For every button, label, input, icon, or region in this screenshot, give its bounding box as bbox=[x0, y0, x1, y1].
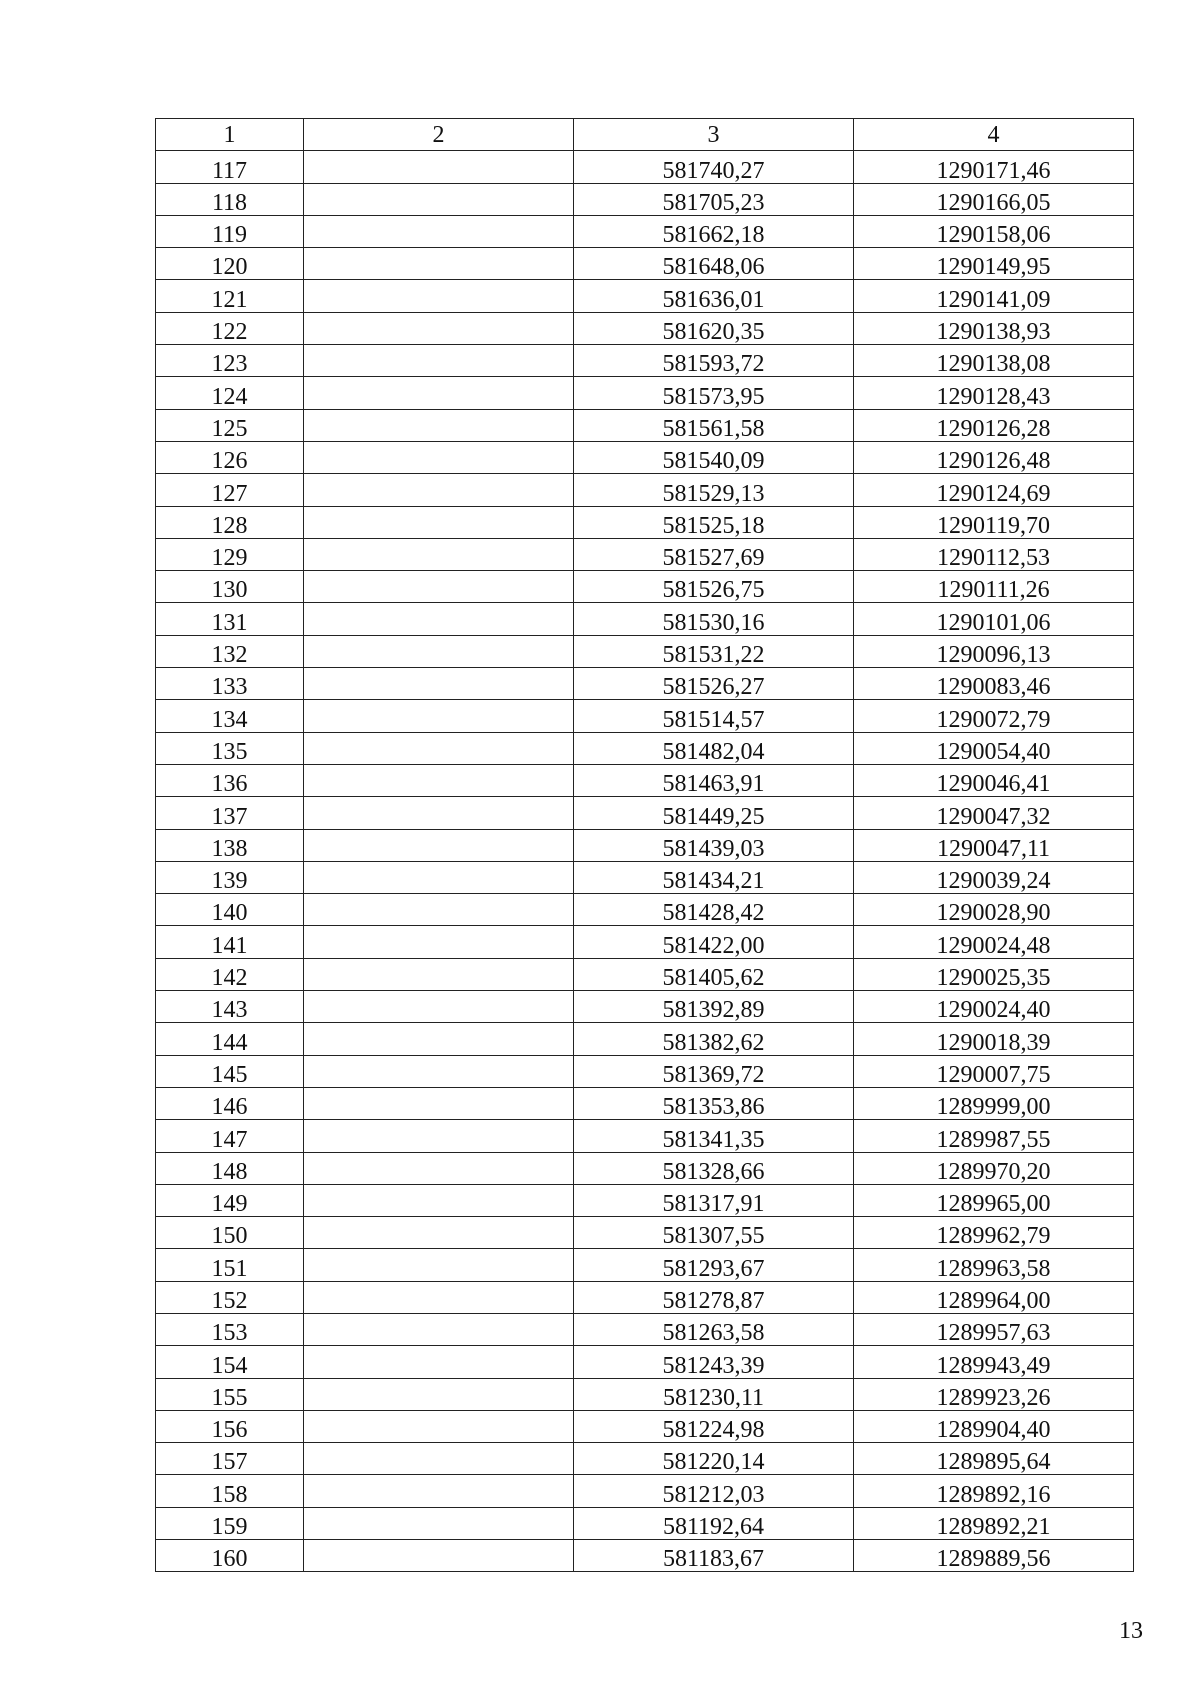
point-number-cell: 118 bbox=[156, 183, 304, 215]
description-cell bbox=[304, 958, 574, 990]
x-coordinate-cell: 581593,72 bbox=[574, 345, 854, 377]
point-number-cell: 146 bbox=[156, 1087, 304, 1119]
y-coordinate-cell: 1290046,41 bbox=[854, 764, 1134, 796]
description-cell bbox=[304, 1378, 574, 1410]
table-row bbox=[156, 1023, 1134, 1055]
y-coordinate-cell: 1290024,48 bbox=[854, 926, 1134, 958]
point-number-cell: 119 bbox=[156, 215, 304, 247]
point-number-cell: 131 bbox=[156, 603, 304, 635]
table-row bbox=[156, 377, 1134, 409]
column-header-4: 4 bbox=[854, 119, 1134, 151]
description-cell bbox=[304, 409, 574, 441]
column-header-1: 1 bbox=[156, 119, 304, 151]
x-coordinate-cell: 581230,11 bbox=[574, 1378, 854, 1410]
description-cell bbox=[304, 1023, 574, 1055]
x-coordinate-cell: 581353,86 bbox=[574, 1087, 854, 1119]
y-coordinate-cell: 1290096,13 bbox=[854, 635, 1134, 667]
point-number-cell: 137 bbox=[156, 797, 304, 829]
x-coordinate-cell: 581514,57 bbox=[574, 700, 854, 732]
x-coordinate-cell: 581220,14 bbox=[574, 1443, 854, 1475]
x-coordinate-cell: 581192,64 bbox=[574, 1507, 854, 1539]
x-coordinate-cell: 581278,87 bbox=[574, 1281, 854, 1313]
y-coordinate-cell: 1290128,43 bbox=[854, 377, 1134, 409]
y-coordinate-cell: 1289970,20 bbox=[854, 1152, 1134, 1184]
description-cell bbox=[304, 506, 574, 538]
description-cell bbox=[304, 1184, 574, 1216]
point-number-cell: 149 bbox=[156, 1184, 304, 1216]
x-coordinate-cell: 581392,89 bbox=[574, 991, 854, 1023]
x-coordinate-cell: 581636,01 bbox=[574, 280, 854, 312]
x-coordinate-cell: 581540,09 bbox=[574, 441, 854, 473]
y-coordinate-cell: 1290054,40 bbox=[854, 732, 1134, 764]
table-row bbox=[156, 1410, 1134, 1442]
y-coordinate-cell: 1289964,00 bbox=[854, 1281, 1134, 1313]
y-coordinate-cell: 1290141,09 bbox=[854, 280, 1134, 312]
y-coordinate-cell: 1290138,93 bbox=[854, 312, 1134, 344]
x-coordinate-cell: 581434,21 bbox=[574, 861, 854, 893]
table-row bbox=[156, 700, 1134, 732]
description-cell bbox=[304, 312, 574, 344]
table-row bbox=[156, 248, 1134, 280]
y-coordinate-cell: 1290124,69 bbox=[854, 474, 1134, 506]
y-coordinate-cell: 1290126,28 bbox=[854, 409, 1134, 441]
y-coordinate-cell: 1289962,79 bbox=[854, 1217, 1134, 1249]
description-cell bbox=[304, 1443, 574, 1475]
table-row bbox=[156, 1378, 1134, 1410]
y-coordinate-cell: 1289965,00 bbox=[854, 1184, 1134, 1216]
table-row bbox=[156, 474, 1134, 506]
point-number-cell: 134 bbox=[156, 700, 304, 732]
point-number-cell: 153 bbox=[156, 1313, 304, 1345]
y-coordinate-cell: 1290007,75 bbox=[854, 1055, 1134, 1087]
y-coordinate-cell: 1290039,24 bbox=[854, 861, 1134, 893]
point-number-cell: 154 bbox=[156, 1346, 304, 1378]
table-row bbox=[156, 764, 1134, 796]
point-number-cell: 117 bbox=[156, 151, 304, 183]
table-row bbox=[156, 635, 1134, 667]
description-cell bbox=[304, 1410, 574, 1442]
description-cell bbox=[304, 1120, 574, 1152]
page-number: 13 bbox=[1119, 1618, 1143, 1644]
point-number-cell: 159 bbox=[156, 1507, 304, 1539]
description-cell bbox=[304, 700, 574, 732]
y-coordinate-cell: 1289963,58 bbox=[854, 1249, 1134, 1281]
description-cell bbox=[304, 183, 574, 215]
description-cell bbox=[304, 635, 574, 667]
description-cell bbox=[304, 829, 574, 861]
point-number-cell: 127 bbox=[156, 474, 304, 506]
description-cell bbox=[304, 215, 574, 247]
y-coordinate-cell: 1290018,39 bbox=[854, 1023, 1134, 1055]
x-coordinate-cell: 581263,58 bbox=[574, 1313, 854, 1345]
y-coordinate-cell: 1290119,70 bbox=[854, 506, 1134, 538]
point-number-cell: 125 bbox=[156, 409, 304, 441]
y-coordinate-cell: 1290072,79 bbox=[854, 700, 1134, 732]
x-coordinate-cell: 581662,18 bbox=[574, 215, 854, 247]
point-number-cell: 120 bbox=[156, 248, 304, 280]
y-coordinate-cell: 1289895,64 bbox=[854, 1443, 1134, 1475]
x-coordinate-cell: 581341,35 bbox=[574, 1120, 854, 1152]
description-cell bbox=[304, 538, 574, 570]
point-number-cell: 126 bbox=[156, 441, 304, 473]
description-cell bbox=[304, 1055, 574, 1087]
table-row bbox=[156, 215, 1134, 247]
description-cell bbox=[304, 732, 574, 764]
x-coordinate-cell: 581183,67 bbox=[574, 1540, 854, 1572]
table-row bbox=[156, 861, 1134, 893]
description-cell bbox=[304, 151, 574, 183]
point-number-cell: 136 bbox=[156, 764, 304, 796]
point-number-cell: 141 bbox=[156, 926, 304, 958]
point-number-cell: 158 bbox=[156, 1475, 304, 1507]
y-coordinate-cell: 1289943,49 bbox=[854, 1346, 1134, 1378]
x-coordinate-cell: 581422,00 bbox=[574, 926, 854, 958]
table-row bbox=[156, 1475, 1134, 1507]
description-cell bbox=[304, 248, 574, 280]
description-cell bbox=[304, 1249, 574, 1281]
x-coordinate-cell: 581317,91 bbox=[574, 1184, 854, 1216]
table-row bbox=[156, 1443, 1134, 1475]
table-row bbox=[156, 506, 1134, 538]
table-row bbox=[156, 538, 1134, 570]
x-coordinate-cell: 581463,91 bbox=[574, 764, 854, 796]
table-row bbox=[156, 1249, 1134, 1281]
point-number-cell: 133 bbox=[156, 668, 304, 700]
y-coordinate-cell: 1290166,05 bbox=[854, 183, 1134, 215]
description-cell bbox=[304, 1281, 574, 1313]
point-number-cell: 155 bbox=[156, 1378, 304, 1410]
description-cell bbox=[304, 1346, 574, 1378]
x-coordinate-cell: 581449,25 bbox=[574, 797, 854, 829]
point-number-cell: 139 bbox=[156, 861, 304, 893]
table-row bbox=[156, 1217, 1134, 1249]
description-cell bbox=[304, 991, 574, 1023]
point-number-cell: 140 bbox=[156, 894, 304, 926]
point-number-cell: 151 bbox=[156, 1249, 304, 1281]
x-coordinate-cell: 581439,03 bbox=[574, 829, 854, 861]
x-coordinate-cell: 581328,66 bbox=[574, 1152, 854, 1184]
description-cell bbox=[304, 894, 574, 926]
description-cell bbox=[304, 441, 574, 473]
table-row bbox=[156, 603, 1134, 635]
table-row bbox=[156, 1055, 1134, 1087]
table-row bbox=[156, 797, 1134, 829]
x-coordinate-cell: 581705,23 bbox=[574, 183, 854, 215]
point-number-cell: 132 bbox=[156, 635, 304, 667]
point-number-cell: 152 bbox=[156, 1281, 304, 1313]
table-row bbox=[156, 1184, 1134, 1216]
description-cell bbox=[304, 280, 574, 312]
y-coordinate-cell: 1289892,16 bbox=[854, 1475, 1134, 1507]
point-number-cell: 122 bbox=[156, 312, 304, 344]
point-number-cell: 142 bbox=[156, 958, 304, 990]
description-cell bbox=[304, 345, 574, 377]
table-row bbox=[156, 991, 1134, 1023]
table-row bbox=[156, 409, 1134, 441]
point-number-cell: 147 bbox=[156, 1120, 304, 1152]
description-cell bbox=[304, 861, 574, 893]
table-row bbox=[156, 958, 1134, 990]
point-number-cell: 143 bbox=[156, 991, 304, 1023]
y-coordinate-cell: 1290047,11 bbox=[854, 829, 1134, 861]
point-number-cell: 135 bbox=[156, 732, 304, 764]
point-number-cell: 156 bbox=[156, 1410, 304, 1442]
table-row bbox=[156, 345, 1134, 377]
coordinates-table bbox=[155, 118, 1134, 1572]
table-row bbox=[156, 441, 1134, 473]
description-cell bbox=[304, 764, 574, 796]
point-number-cell: 157 bbox=[156, 1443, 304, 1475]
table-header-row bbox=[156, 119, 1134, 151]
point-number-cell: 121 bbox=[156, 280, 304, 312]
x-coordinate-cell: 581428,42 bbox=[574, 894, 854, 926]
description-cell bbox=[304, 1087, 574, 1119]
x-coordinate-cell: 581530,16 bbox=[574, 603, 854, 635]
y-coordinate-cell: 1290028,90 bbox=[854, 894, 1134, 926]
point-number-cell: 128 bbox=[156, 506, 304, 538]
x-coordinate-cell: 581740,27 bbox=[574, 151, 854, 183]
point-number-cell: 123 bbox=[156, 345, 304, 377]
table-row bbox=[156, 1281, 1134, 1313]
y-coordinate-cell: 1290025,35 bbox=[854, 958, 1134, 990]
x-coordinate-cell: 581405,62 bbox=[574, 958, 854, 990]
point-number-cell: 129 bbox=[156, 538, 304, 570]
point-number-cell: 150 bbox=[156, 1217, 304, 1249]
y-coordinate-cell: 1290112,53 bbox=[854, 538, 1134, 570]
table-row bbox=[156, 894, 1134, 926]
description-cell bbox=[304, 1475, 574, 1507]
table-row bbox=[156, 926, 1134, 958]
y-coordinate-cell: 1290047,32 bbox=[854, 797, 1134, 829]
y-coordinate-cell: 1290171,46 bbox=[854, 151, 1134, 183]
point-number-cell: 144 bbox=[156, 1023, 304, 1055]
table-row bbox=[156, 732, 1134, 764]
description-cell bbox=[304, 668, 574, 700]
description-cell bbox=[304, 1152, 574, 1184]
y-coordinate-cell: 1289889,56 bbox=[854, 1540, 1134, 1572]
description-cell bbox=[304, 797, 574, 829]
x-coordinate-cell: 581561,58 bbox=[574, 409, 854, 441]
description-cell bbox=[304, 474, 574, 506]
x-coordinate-cell: 581527,69 bbox=[574, 538, 854, 570]
table-row bbox=[156, 1120, 1134, 1152]
x-coordinate-cell: 581525,18 bbox=[574, 506, 854, 538]
x-coordinate-cell: 581529,13 bbox=[574, 474, 854, 506]
y-coordinate-cell: 1290101,06 bbox=[854, 603, 1134, 635]
y-coordinate-cell: 1290111,26 bbox=[854, 571, 1134, 603]
table-body bbox=[156, 151, 1134, 1572]
point-number-cell: 130 bbox=[156, 571, 304, 603]
description-cell bbox=[304, 377, 574, 409]
table-row bbox=[156, 312, 1134, 344]
x-coordinate-cell: 581648,06 bbox=[574, 248, 854, 280]
y-coordinate-cell: 1289904,40 bbox=[854, 1410, 1134, 1442]
x-coordinate-cell: 581573,95 bbox=[574, 377, 854, 409]
point-number-cell: 124 bbox=[156, 377, 304, 409]
y-coordinate-cell: 1289892,21 bbox=[854, 1507, 1134, 1539]
column-header-3: 3 bbox=[574, 119, 854, 151]
x-coordinate-cell: 581526,75 bbox=[574, 571, 854, 603]
description-cell bbox=[304, 571, 574, 603]
table-row bbox=[156, 1507, 1134, 1539]
point-number-cell: 148 bbox=[156, 1152, 304, 1184]
x-coordinate-cell: 581369,72 bbox=[574, 1055, 854, 1087]
x-coordinate-cell: 581526,27 bbox=[574, 668, 854, 700]
description-cell bbox=[304, 1507, 574, 1539]
table-row bbox=[156, 1313, 1134, 1345]
x-coordinate-cell: 581224,98 bbox=[574, 1410, 854, 1442]
point-number-cell: 138 bbox=[156, 829, 304, 861]
table-row bbox=[156, 183, 1134, 215]
description-cell bbox=[304, 1540, 574, 1572]
y-coordinate-cell: 1290149,95 bbox=[854, 248, 1134, 280]
table-row bbox=[156, 1540, 1134, 1572]
y-coordinate-cell: 1289923,26 bbox=[854, 1378, 1134, 1410]
x-coordinate-cell: 581531,22 bbox=[574, 635, 854, 667]
table-row bbox=[156, 668, 1134, 700]
x-coordinate-cell: 581620,35 bbox=[574, 312, 854, 344]
y-coordinate-cell: 1289999,00 bbox=[854, 1087, 1134, 1119]
table-row bbox=[156, 1087, 1134, 1119]
table-row bbox=[156, 571, 1134, 603]
x-coordinate-cell: 581482,04 bbox=[574, 732, 854, 764]
x-coordinate-cell: 581243,39 bbox=[574, 1346, 854, 1378]
x-coordinate-cell: 581382,62 bbox=[574, 1023, 854, 1055]
y-coordinate-cell: 1290158,06 bbox=[854, 215, 1134, 247]
point-number-cell: 145 bbox=[156, 1055, 304, 1087]
description-cell bbox=[304, 926, 574, 958]
table-row bbox=[156, 829, 1134, 861]
y-coordinate-cell: 1289987,55 bbox=[854, 1120, 1134, 1152]
y-coordinate-cell: 1289957,63 bbox=[854, 1313, 1134, 1345]
x-coordinate-cell: 581293,67 bbox=[574, 1249, 854, 1281]
column-header-2: 2 bbox=[304, 119, 574, 151]
y-coordinate-cell: 1290138,08 bbox=[854, 345, 1134, 377]
y-coordinate-cell: 1290126,48 bbox=[854, 441, 1134, 473]
table-row bbox=[156, 1346, 1134, 1378]
description-cell bbox=[304, 603, 574, 635]
table-row bbox=[156, 280, 1134, 312]
table-row bbox=[156, 151, 1134, 183]
table-row bbox=[156, 1152, 1134, 1184]
y-coordinate-cell: 1290024,40 bbox=[854, 991, 1134, 1023]
description-cell bbox=[304, 1217, 574, 1249]
y-coordinate-cell: 1290083,46 bbox=[854, 668, 1134, 700]
x-coordinate-cell: 581307,55 bbox=[574, 1217, 854, 1249]
description-cell bbox=[304, 1313, 574, 1345]
point-number-cell: 160 bbox=[156, 1540, 304, 1572]
x-coordinate-cell: 581212,03 bbox=[574, 1475, 854, 1507]
